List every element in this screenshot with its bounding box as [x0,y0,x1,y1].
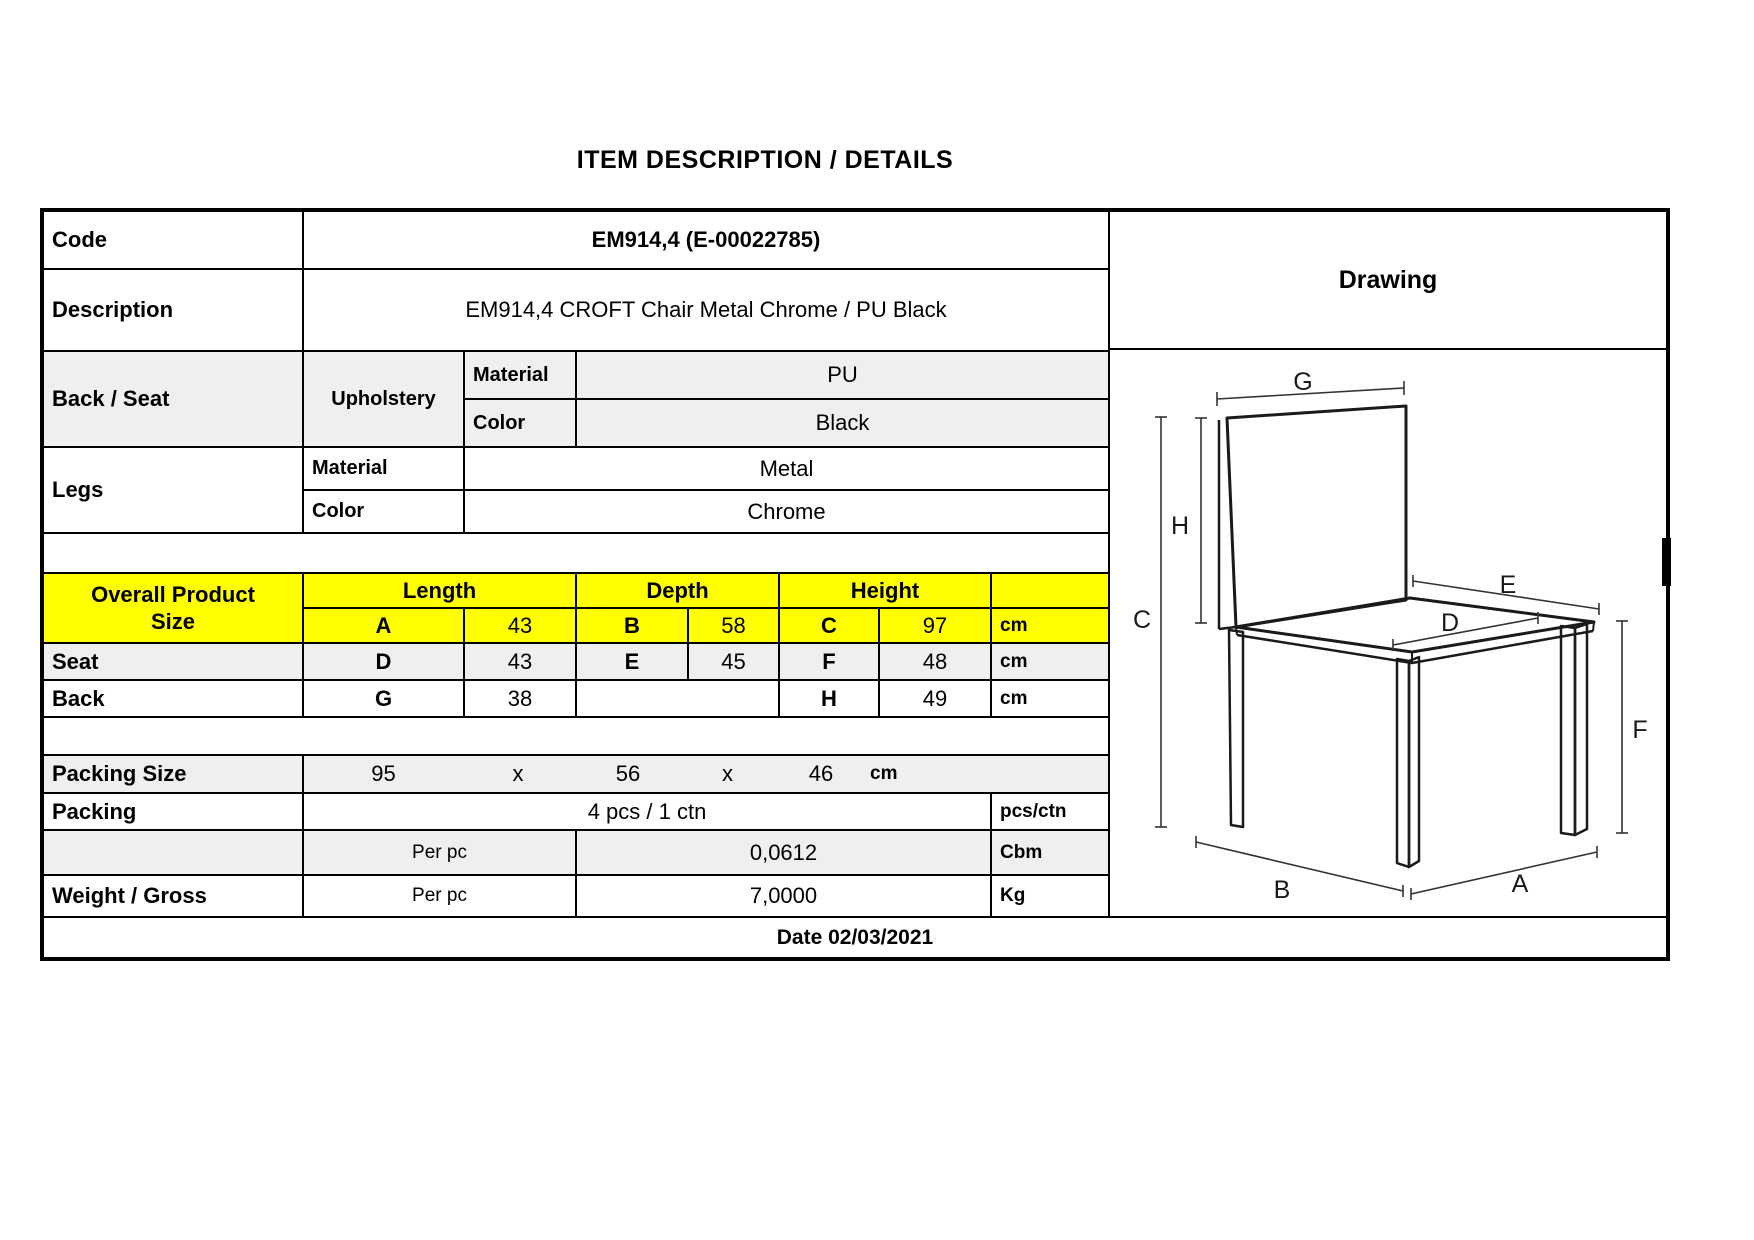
seat-label: Seat [44,644,302,679]
back-seat-material-value: PU [577,352,1108,398]
seat-d-letter: D [304,644,463,679]
chair-line-drawing-svg [1110,350,1670,916]
cbm-blank-label [44,831,302,874]
packing-size-label: Packing Size [44,756,302,792]
dim-label-E: E [1499,571,1517,599]
packing-label: Packing [44,794,302,829]
date-text: Date 02/03/2021 [776,925,934,949]
chair-backrest [1227,406,1406,627]
dim-label-D: D [1440,609,1460,637]
packing-size-unit: cm [870,763,898,784]
drawing-panel [1108,212,1666,916]
height-header: Height [780,574,990,607]
chair-leg-front [1397,659,1409,867]
back-seat-label: Back / Seat [44,352,302,446]
seat-e-letter: E [577,644,687,679]
depth-header: Depth [577,574,778,607]
back-g-letter: G [304,681,463,716]
overall-b-value: 58 [689,609,778,642]
dim-label-B: B [1273,876,1291,904]
seat-f-value: 48 [880,644,990,679]
cbm-value: 0,0612 [577,831,990,874]
scan-artifact [1662,538,1671,586]
back-blank-cell [577,681,778,716]
weight-unit: Kg [992,876,1108,916]
dim-label-G: G [1293,368,1313,396]
spacer-row [44,718,1108,754]
description-value: EM914,4 CROFT Chair Metal Chrome / PU Black [304,270,1108,350]
weight-value: 7,0000 [577,876,990,916]
cbm-per-label: Per pc [304,831,575,874]
dim-label-H: H [1170,512,1190,540]
packing-size-x1: x [512,761,524,786]
packing-size-v1: 95 [371,761,396,786]
unit-header-blank [992,574,1108,607]
legs-color-value: Chrome [465,491,1108,532]
date-row [44,916,1666,957]
weight-per-label: Per pc [304,876,575,916]
overall-unit: cm [992,609,1108,642]
back-label: Back [44,681,302,716]
packing-unit: pcs/ctn [992,794,1108,829]
legs-material-label: Material [304,448,463,489]
seat-f-letter: F [780,644,878,679]
overall-c-value: 97 [880,609,990,642]
upholstery-label: Upholstery [304,352,463,446]
cbm-unit: Cbm [992,831,1108,874]
packing-value: 4 pcs / 1 ctn [304,794,990,829]
seat-e-value: 45 [689,644,778,679]
back-g-value: 38 [465,681,575,716]
packing-size-v2: 56 [615,761,641,786]
dim-line-B [1196,842,1403,891]
spacer-row [44,534,1108,572]
packing-size-values [304,756,1108,792]
dim-line-A [1411,852,1597,894]
chair-leg-right [1561,626,1575,835]
overall-size-label [44,574,302,642]
code-value: EM914,4 (E-00022785) [304,212,1108,268]
length-header: Length [304,574,575,607]
page-title: ITEM DESCRIPTION / DETAILS [576,146,954,174]
back-h-letter: H [780,681,878,716]
drawing-header: Drawing [1110,212,1666,350]
overall-a-letter: A [304,609,463,642]
item-details-table [40,208,1670,961]
dim-label-C: C [1132,606,1152,634]
overall-a-value: 43 [465,609,575,642]
back-h-value: 49 [880,681,990,716]
data-grid [44,212,1108,916]
description-label: Description [44,270,302,350]
back-seat-color-label: Color [465,400,575,446]
back-unit: cm [992,681,1108,716]
seat-d-value: 43 [465,644,575,679]
back-seat-material-label: Material [465,352,575,398]
dim-label-F: F [1632,716,1648,744]
dim-line-D [1393,618,1538,645]
overall-size-label-line2: Size [150,609,196,634]
overall-c-letter: C [780,609,878,642]
packing-size-v3: 46 [808,761,834,786]
weight-label: Weight / Gross [44,876,302,916]
code-label: Code [44,212,302,268]
chair-leg-left [1229,630,1243,827]
overall-b-letter: B [577,609,687,642]
dim-label-A: A [1511,870,1529,898]
legs-material-value: Metal [465,448,1108,489]
legs-label: Legs [44,448,302,532]
overall-size-label-line1: Overall Product [91,581,255,607]
back-seat-color-value: Black [577,400,1108,446]
packing-size-x2: x [722,761,733,786]
chair-drawing [1110,350,1666,916]
seat-unit: cm [992,644,1108,679]
legs-color-label: Color [304,491,463,532]
